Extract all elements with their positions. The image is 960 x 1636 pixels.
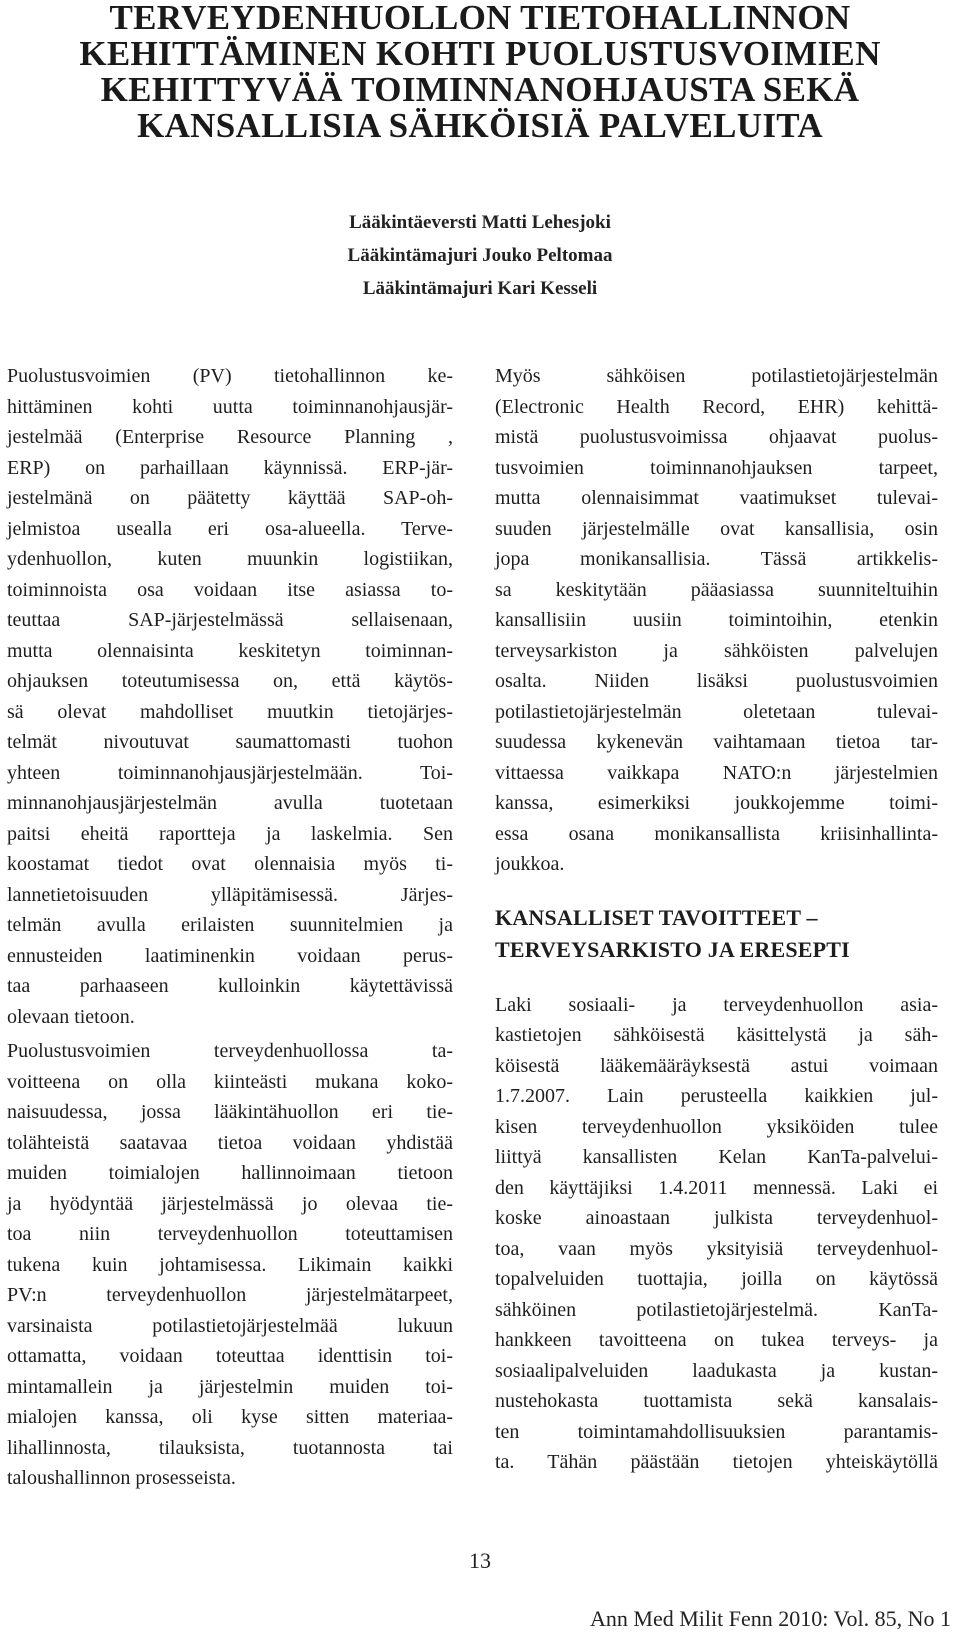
text-line: kanssa, esimerkiksi joukkojemme toimi-	[495, 792, 938, 814]
text-line: naisuudessa, jossa lääkintähuollon eri tie-	[7, 1101, 453, 1123]
text-line: PV:n terveydenhuollon järjestelmätarpeet,	[7, 1284, 453, 1306]
text-line: mistä puolustusvoimissa ohjaavat puolus-	[495, 426, 938, 448]
text-line: telmät nivoutuvat saumattomasti tuohon	[7, 731, 453, 753]
right-paragraph-1	[495, 361, 938, 880]
text-line: tusvoimien toiminnanohjauksen tarpeet,	[495, 456, 938, 479]
author: Lääkintämajuri Jouko Peltomaa	[347, 245, 613, 266]
text-line: ERP) on parhaillaan käynnissä. ERP-jär-	[7, 456, 453, 479]
text-line: toa, vaan myös yksityisiä terveydenhuol-	[495, 1237, 938, 1260]
text-line: jelmistoa usealla eri osa-alueella. Terve-	[7, 517, 453, 540]
text-line: tukena kuin johtamisessa. Likimain kaikki	[7, 1253, 453, 1276]
text-line: paitsi eheitä raportteja ja laskelmia. Sen	[7, 822, 453, 845]
text-line: mutta olennaisinta keskitetyn toiminnan-	[7, 639, 453, 662]
text-line: suuden järjestelmälle ovat kansallisia, osin	[495, 517, 938, 540]
section-heading-line: TERVEYSARKISTO JA ERESEPTI	[495, 936, 850, 962]
text-line: toiminnoista osa voidaan itse asiassa to-	[7, 578, 453, 601]
section-heading-line: KANSALLISET TAVOITTEET –	[495, 904, 818, 930]
text-line: potilastietojärjestelmän oletetaan tulevai-	[495, 700, 938, 723]
text-line: sähköinen potilastietojärjestelmä. KanTa-	[495, 1298, 938, 1321]
text-line: 1.7.2007. Lain perusteella kaikkien jul-	[495, 1085, 938, 1107]
title-line: KANSALLISIA SÄHKÖISIÄ PALVELUITA	[137, 106, 823, 145]
text-line: köisestä lääkemääräyksestä astui voimaan	[495, 1054, 938, 1077]
author: Lääkintämajuri Kari Kesseli	[362, 278, 598, 299]
text-line: telmän avulla erilaisten suunnitelmien ja	[7, 914, 453, 936]
text-line: liittyä kansallisten Kelan KanTa-palvelui-	[495, 1146, 938, 1168]
text-line: nustehokasta tuottamista sekä kansalais-	[495, 1390, 938, 1412]
text-line: kastietojen sähköisestä käsittelystä ja säh-	[495, 1024, 938, 1046]
text-line: mutta olennaisimmat vaatimukset tulevai-	[495, 487, 938, 509]
text-line: ta. Tähän päästään tietojen yhteiskäytöllä	[495, 1451, 938, 1473]
author-list	[0, 206, 960, 305]
text-line: lannetietoisuuden ylläpitämisessä. Järjes-	[7, 883, 453, 906]
left-paragraph	[7, 1036, 453, 1494]
title-line: KEHITTÄMINEN KOHTI PUOLUSTUSVOIMIEN	[79, 34, 881, 73]
text-line: ten toimintamahdollisuuksien parantamis-	[495, 1420, 938, 1443]
text-line: minnanohjausjärjestelmän avulla tuotetaan	[7, 792, 453, 814]
text-line: varsinaista potilastietojärjestelmää lukuun	[7, 1314, 453, 1337]
text-line: ydenhuollon, kuten muunkin logistiikan,	[7, 548, 453, 570]
text-line: voitteena on olla kiinteästi mukana koko-	[7, 1070, 453, 1093]
page-number: 13	[469, 1548, 491, 1573]
text-line: terveysarkiston ja sähköisten palvelujen	[495, 639, 938, 662]
text-line: ja hyödyntää järjestelmässä jo olevaa tie-	[7, 1192, 453, 1215]
text-line: joukkoa.	[495, 853, 565, 875]
text-line: yhteen toiminnanohjausjärjestelmään. Toi-	[7, 761, 453, 784]
text-line: osalta. Niiden lisäksi puolustusvoimien	[495, 670, 938, 692]
article-title	[0, 0, 960, 144]
right-paragraph-2	[495, 990, 938, 1478]
text-line: sa keskitytään pääasiassa suunniteltuihin	[495, 578, 938, 601]
text-line: jestelmänä on päätetty käyttää SAP-oh-	[7, 487, 453, 509]
text-line: kansallisiin uusiin toimintoihin, etenkin	[495, 609, 938, 631]
text-line: koske ainoastaan julkista terveydenhuol-	[495, 1207, 938, 1229]
author: Lääkintäeversti Matti Lehesjoki	[349, 212, 611, 233]
text-line: sosiaalipalveluiden laadukasta ja kustan-	[495, 1359, 938, 1382]
section-heading	[495, 902, 938, 966]
text-line: ohjauksen toteutumisessa on, että käytös-	[7, 670, 453, 692]
text-line: tolähteistä saatavaa tietoa voidaan yhdistää	[7, 1131, 453, 1154]
text-line: toa niin terveydenhuollon toteuttamisen	[7, 1223, 453, 1245]
text-line: hankkeen tavoitteena on tukea terveys- ja	[495, 1329, 938, 1351]
text-line: lihallinnosta, tilauksista, tuotannosta tai	[7, 1436, 453, 1459]
text-line: topalveluiden tuottajia, joilla on käytössä	[495, 1268, 938, 1290]
text-line: hittäminen kohti uutta toiminnanohjausjär-	[7, 395, 453, 418]
text-line: Laki sosiaali- ja terveydenhuollon asia-	[495, 993, 938, 1016]
title-line: KEHITTYVÄÄ TOIMINNANOHJAUSTA SEKÄ	[100, 70, 860, 109]
text-line: Puolustusvoimien (PV) tietohallinnon ke-	[7, 365, 453, 387]
text-line: Myös sähköisen potilastietojärjestelmän	[495, 365, 938, 387]
text-line: suudessa kykenevän vaihtamaan tietoa tar-	[495, 731, 938, 753]
text-line: ottamatta, voidaan toteuttaa identtisin toi-	[7, 1345, 453, 1367]
text-line: jestelmää (Enterprise Resource Planning ,	[7, 426, 453, 448]
text-line: kisen terveydenhuollon yksiköiden tulee	[495, 1115, 938, 1138]
text-line: taloushallinnon prosesseista.	[7, 1467, 236, 1489]
text-line: essa osana monikansallista kriisinhallinta-	[495, 822, 938, 845]
text-line: sä olevat mahdolliset muutkin tietojärjes-	[7, 700, 453, 723]
text-line: taa parhaaseen kulloinkin käytettävissä	[7, 975, 453, 997]
text-line: ennusteiden laatiminenkin voidaan perus-	[7, 944, 453, 967]
text-line: jopa monikansallisia. Tässä artikkelis-	[495, 548, 938, 570]
left-paragraph	[7, 361, 453, 1032]
text-line: den käyttäjiksi 1.4.2011 mennessä. Laki ei	[495, 1176, 938, 1199]
title-line: TERVEYDENHUOLLON TIETOHALLINNON	[109, 0, 851, 37]
journal-footer: Ann Med Milit Fenn 2010: Vol. 85, No 1	[590, 1606, 951, 1631]
text-line: Puolustusvoimien terveydenhuollossa ta-	[7, 1040, 453, 1062]
text-line: koostamat tiedot ovat olennaisia myös ti-	[7, 853, 453, 875]
text-line: mintamallein ja järjestelmin muiden toi-	[7, 1375, 453, 1398]
text-line: vittaessa vaikkapa NATO:n järjestelmien	[495, 761, 938, 784]
text-line: teuttaa SAP-järjestelmässä sellaisenaan,	[7, 609, 453, 631]
text-line: (Electronic Health Record, EHR) kehittä-	[495, 395, 938, 418]
text-line: olevaan tietoon.	[7, 1005, 135, 1028]
right-column	[495, 361, 938, 1478]
text-line: mialojen kanssa, oli kyse sitten materiaa-	[7, 1406, 453, 1428]
left-column	[7, 361, 453, 1494]
text-line: muiden toimialojen hallinnoimaan tietoon	[7, 1162, 453, 1184]
